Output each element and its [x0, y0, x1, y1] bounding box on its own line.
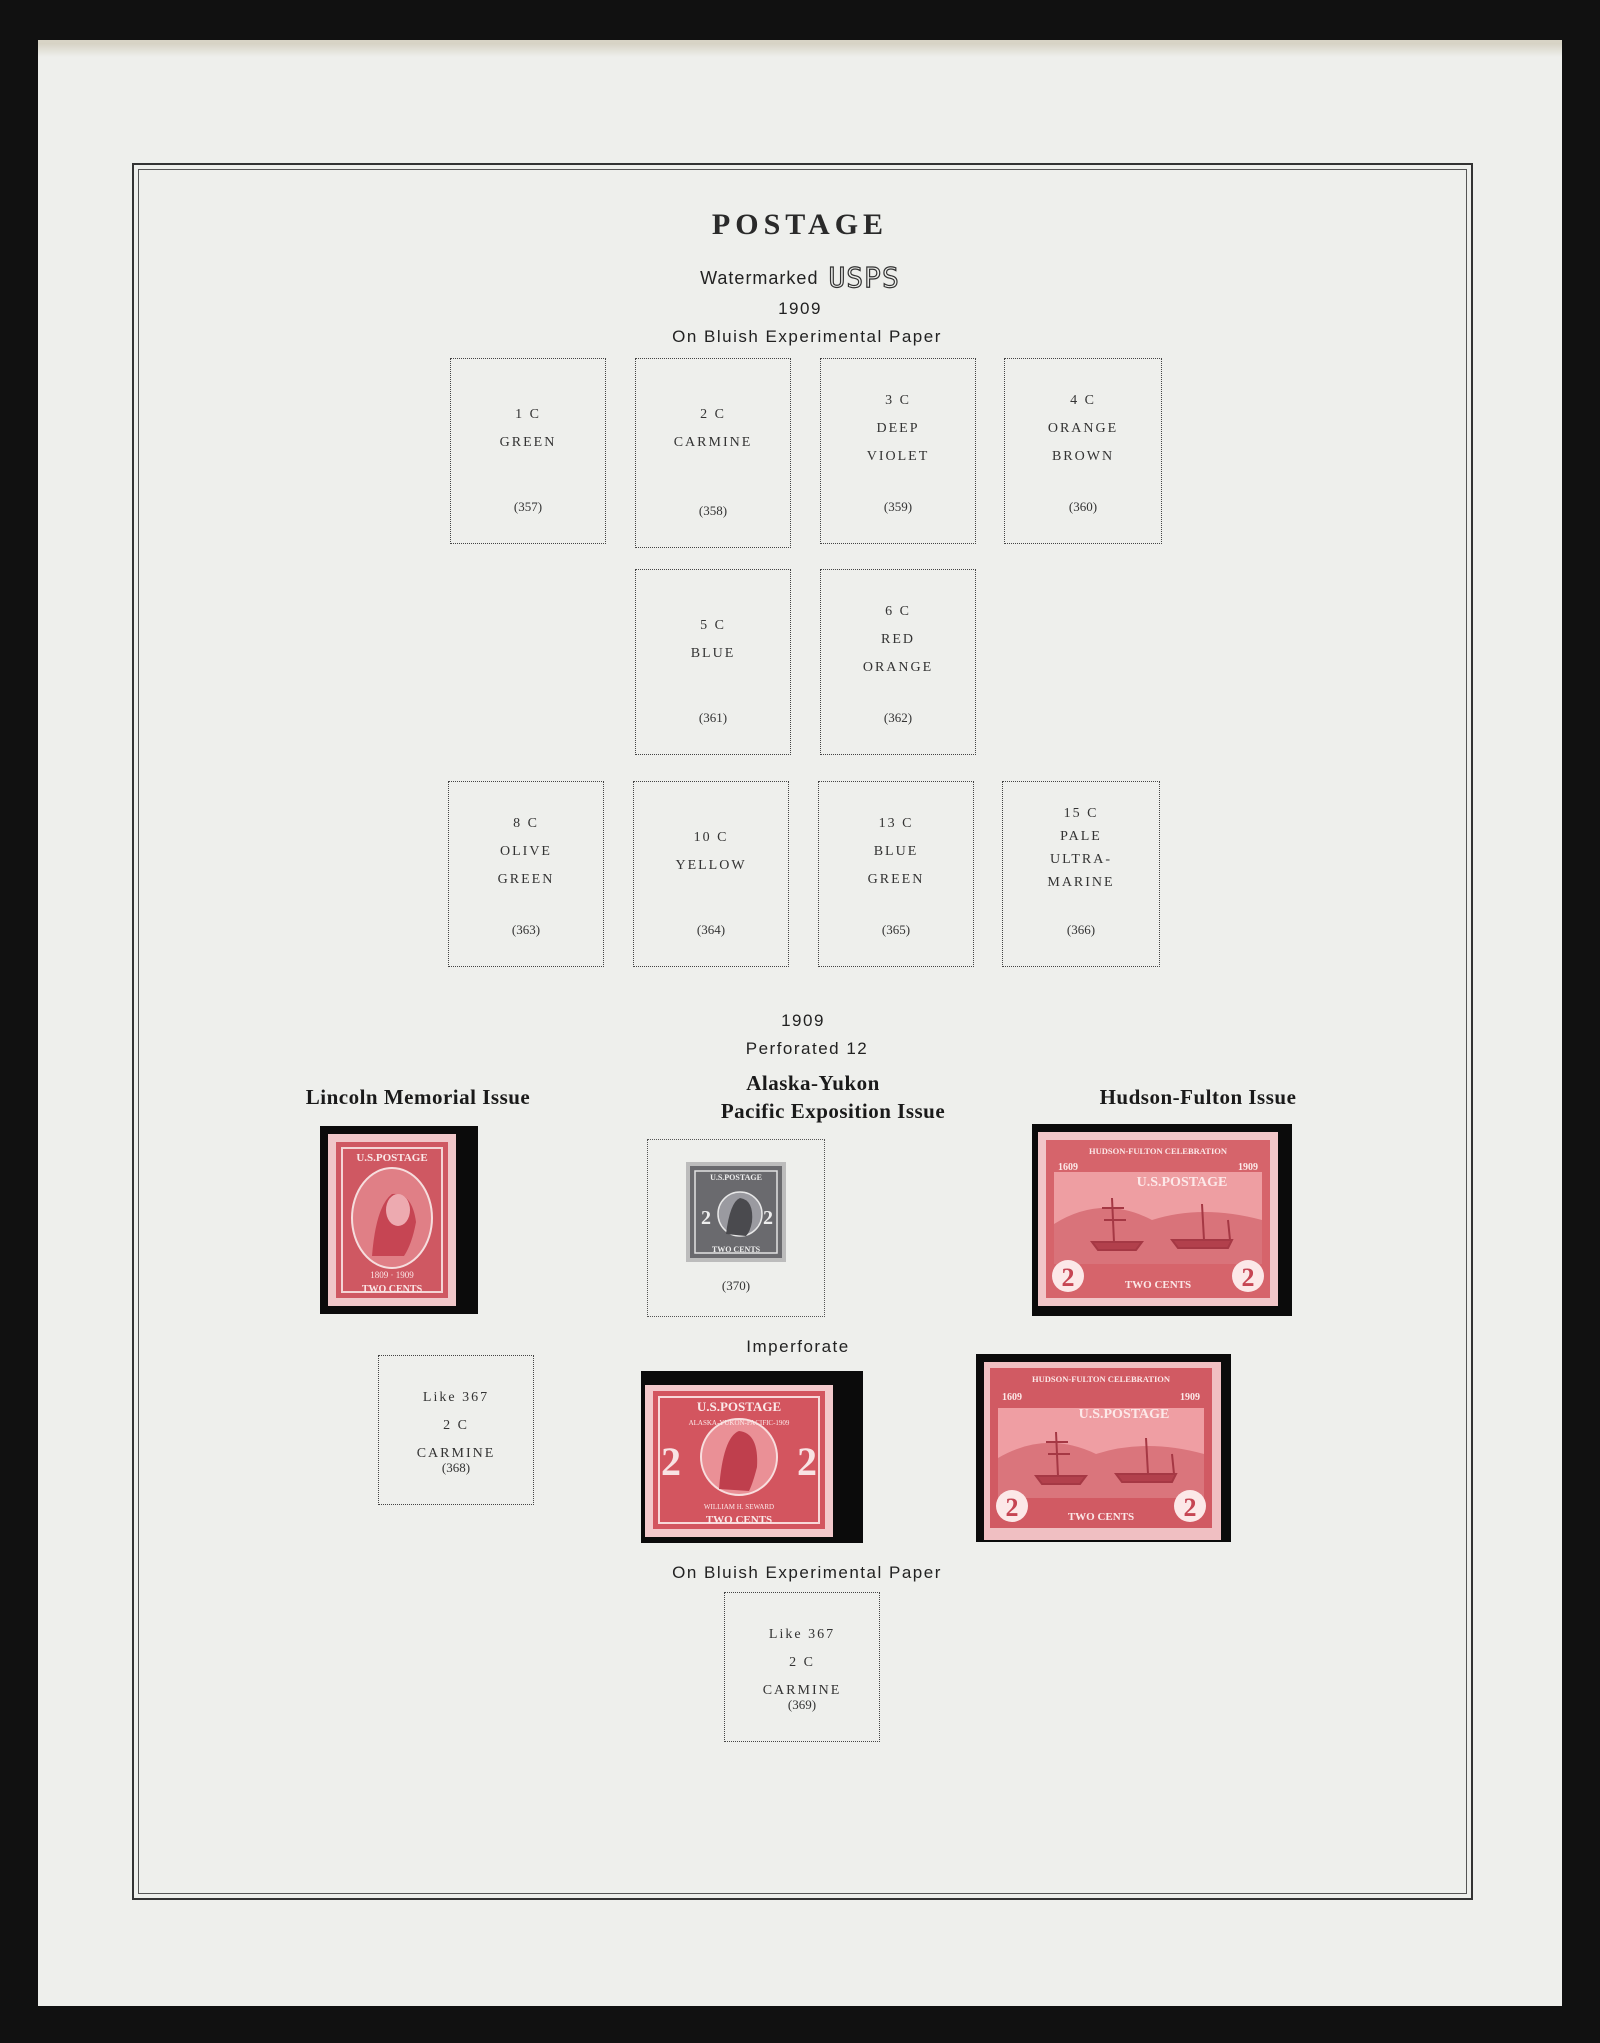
stamp-space-363	[448, 781, 604, 967]
hudson-imperf-mount	[976, 1354, 1231, 1542]
stamp-space-label-line: 2 C	[443, 1418, 469, 1433]
stamp-space-label-line: OLIVE	[500, 844, 552, 859]
stamp-space-364	[633, 781, 789, 967]
watermark-line	[38, 261, 1562, 294]
stamp-space-label-line: 6 C	[885, 604, 911, 619]
hudson-imperf-year-right: 1909	[1180, 1392, 1200, 1403]
stamp-space-label-line: BLUE	[873, 844, 919, 859]
perforation-note: Perforated 12	[745, 1039, 869, 1058]
stamp-space-label-line: 3 C	[885, 393, 911, 408]
stamp-space-370	[647, 1139, 825, 1317]
hudson-imperf-numeral-left: 2	[1005, 1493, 1019, 1522]
catalog-number: (365)	[881, 922, 911, 937]
catalog-number: (364)	[696, 922, 726, 937]
hudson-stamp-numeral-right: 2	[1241, 1263, 1255, 1292]
paper-note-1: On Bluish Experimental Paper	[672, 327, 942, 346]
alaska-imperf-numeral-left: 2	[661, 1439, 681, 1484]
catalog-number: (362)	[883, 710, 913, 725]
stamp-space-label-line: 2 C	[700, 407, 726, 422]
stamp-space-label-line: CARMINE	[673, 435, 753, 450]
stamp-space-365	[818, 781, 974, 967]
catalog-number: (358)	[698, 503, 728, 518]
stamp-space-label-line: 8 C	[513, 816, 539, 831]
stamp-space-label-line: 13 C	[878, 816, 914, 831]
watermark-label: Watermarked	[700, 268, 819, 288]
album-page	[38, 40, 1562, 2006]
year-heading-1: 1909	[778, 299, 822, 318]
hudson-stamp-year-right: 1909	[1238, 1162, 1258, 1173]
alaska-stamp-value: TWO CENTS	[711, 1245, 761, 1254]
catalog-number: (370)	[721, 1278, 751, 1293]
stamp-space-label-line: ULTRA-	[1049, 852, 1113, 867]
alaska-imperf-top-text: U.S.POSTAGE	[696, 1399, 782, 1414]
stamp-space-label-line: 15 C	[1063, 806, 1099, 821]
hudson-stamp-postage: U.S.POSTAGE	[1136, 1175, 1228, 1190]
alaska-imperf-stamp-image	[641, 1371, 863, 1543]
hudson-stamp-mount	[1032, 1124, 1292, 1316]
hudson-stamp-year-left: 1609	[1058, 1162, 1078, 1173]
stamp-space-label-line: BROWN	[1051, 449, 1115, 464]
stamp-space-label	[636, 401, 790, 457]
catalog-number: (360)	[1068, 499, 1098, 514]
catalog-number: (357)	[513, 499, 543, 514]
stamp-space-label-line: ORANGE	[1047, 421, 1119, 436]
alaska-imperf-numeral-right: 2	[797, 1439, 817, 1484]
alaska-imperf-value: TWO CENTS	[705, 1514, 773, 1526]
stamp-space-label	[379, 1384, 533, 1468]
lincoln-issue-heading: Lincoln Memorial Issue	[305, 1085, 531, 1109]
stamp-space-label-line: PALE	[1060, 829, 1102, 844]
stamp-space-357	[450, 358, 606, 544]
stamp-space-label-line: VIOLET	[866, 449, 930, 464]
imperforate-heading: Imperforate	[746, 1337, 850, 1356]
hudson-stamp-numeral-left: 2	[1061, 1263, 1075, 1292]
stamp-space-label	[634, 824, 788, 880]
stamp-space-label-line: BLUE	[690, 646, 736, 661]
hudson-imperf-numeral-right: 2	[1183, 1493, 1197, 1522]
stamp-space-label-line: CARMINE	[416, 1446, 496, 1461]
alaska-stamp-numeral-left: 2	[701, 1207, 711, 1229]
alaska-stamp-top-text: U.S.POSTAGE	[710, 1173, 762, 1182]
hudson-stamp-image	[1032, 1124, 1292, 1316]
stamp-space-label-line: 10 C	[693, 830, 729, 845]
stamp-space-label-line: Like 367	[768, 1627, 836, 1642]
hudson-imperf-value: TWO CENTS	[1067, 1511, 1135, 1523]
stamp-space-360	[1004, 358, 1162, 544]
stamp-space-label-line: Like 367	[422, 1390, 490, 1405]
lincoln-stamp-image	[320, 1126, 478, 1314]
alaska-issue-heading-2: Pacific Exposition Issue	[720, 1099, 946, 1123]
alaska-imperf-name: WILLIAM H. SEWARD	[703, 1503, 775, 1511]
hudson-imperf-year-left: 1609	[1002, 1392, 1022, 1403]
alaska-imperf-banner: ALASKA-YUKON-PACIFIC-1909	[688, 1419, 790, 1427]
stamp-space-label-line: GREEN	[497, 872, 555, 887]
catalog-number: (366)	[1066, 922, 1096, 937]
hudson-imperf-top-text: HUDSON-FULTON CELEBRATION	[1032, 1374, 1170, 1384]
stamp-space-362	[820, 569, 976, 755]
catalog-number: (369)	[787, 1697, 817, 1712]
alaska-stamp-numeral-right: 2	[763, 1207, 773, 1229]
stamp-space-label-line: MARINE	[1047, 875, 1115, 890]
stamp-space-label	[1003, 802, 1159, 894]
stamp-space-label-line: 2 C	[789, 1655, 815, 1670]
lincoln-stamp-mount	[320, 1126, 478, 1314]
stamp-space-369	[724, 1592, 880, 1742]
usps-watermark-mark: USPS	[828, 261, 900, 294]
stamp-space-359	[820, 358, 976, 544]
hudson-imperf-stamp-image	[976, 1354, 1231, 1542]
stamp-space-label	[821, 387, 975, 471]
lincoln-stamp-top-text: U.S.POSTAGE	[356, 1152, 428, 1164]
stamp-space-label	[636, 612, 790, 668]
stamp-space-label-line: 4 C	[1070, 393, 1096, 408]
stamp-space-label-line: GREEN	[499, 435, 557, 450]
stamp-space-label-line: 1 C	[515, 407, 541, 422]
hudson-stamp-value: TWO CENTS	[1124, 1279, 1192, 1291]
stamp-space-label-line: RED	[881, 632, 915, 647]
stamp-space-label	[821, 598, 975, 682]
stamp-space-368	[378, 1355, 534, 1505]
alaska-stamp-image	[686, 1162, 786, 1262]
year-heading-2: 1909	[781, 1011, 825, 1030]
hudson-stamp-top-text: HUDSON-FULTON CELEBRATION	[1089, 1146, 1227, 1156]
hudson-imperf-postage: U.S.POSTAGE	[1078, 1407, 1170, 1422]
catalog-number: (359)	[883, 499, 913, 514]
stamp-space-361	[635, 569, 791, 755]
catalog-number: (368)	[441, 1460, 471, 1475]
stamp-space-label	[451, 401, 605, 457]
stamp-space-label	[449, 810, 603, 894]
stamp-space-label-line: DEEP	[876, 421, 920, 436]
lincoln-stamp-years: 1809 · 1909	[370, 1270, 414, 1280]
page-title: POSTAGE	[711, 208, 889, 241]
stamp-space-358	[635, 358, 791, 548]
stamp-space-label-line: 5 C	[700, 618, 726, 633]
lincoln-stamp-value: TWO CENTS	[361, 1284, 423, 1295]
stamp-space-label-line: YELLOW	[675, 858, 747, 873]
alaska-issue-heading-1: Alaska-Yukon	[746, 1071, 880, 1095]
stamp-space-label-line: ORANGE	[862, 660, 934, 675]
stamp-space-label	[1005, 387, 1161, 471]
stamp-space-label-line: GREEN	[867, 872, 925, 887]
paper-note-2: On Bluish Experimental Paper	[672, 1563, 942, 1582]
alaska-imperf-mount	[641, 1371, 863, 1543]
stamp-space-label-line: CARMINE	[762, 1683, 842, 1698]
stamp-space-label	[819, 810, 973, 894]
stamp-space-366	[1002, 781, 1160, 967]
stamp-space-label	[725, 1621, 879, 1705]
hudson-issue-heading: Hudson-Fulton Issue	[1099, 1085, 1297, 1109]
catalog-number: (363)	[511, 922, 541, 937]
catalog-number: (361)	[698, 710, 728, 725]
